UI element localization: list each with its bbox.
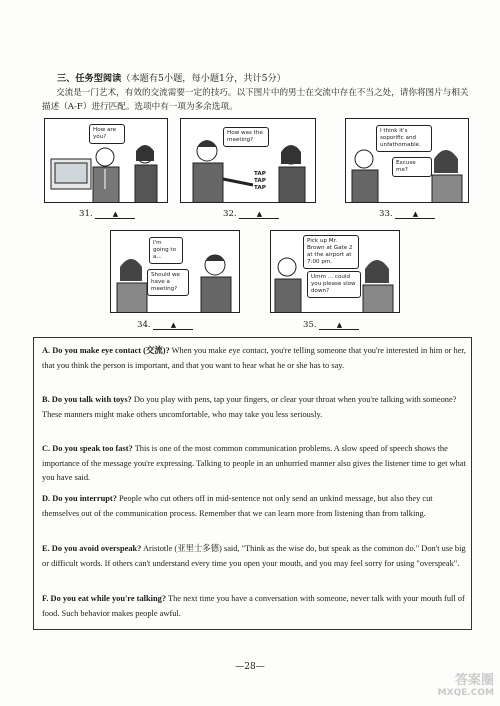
answer-34: 34. ▲ [137,320,193,330]
answer-blank[interactable]: ▲ [319,321,359,330]
option-d: D. Do you interrupt? People who cut others off in mid-sentence not only send an unkind message, but also they cut themselves out of the communication process. Remember that we can learn more from listening than from talking. [42,494,433,518]
answer-blank[interactable]: ▲ [95,210,135,219]
answer-blank[interactable]: ▲ [395,210,435,219]
answer-blank[interactable]: ▲ [153,321,193,330]
answer-33: 33. ▲ [379,209,435,219]
speech-bubble: How was the meeting? [223,127,269,147]
picture-32 [180,118,316,203]
answer-31: 31. ▲ [79,209,135,219]
section-heading: 三、任务型阅读（本题有5小题，每小题1分，共计5分） [57,73,286,84]
picture-34 [110,230,240,313]
section-intro: 交流是一门艺术，有效的交流需要一定的技巧。以下图片中的男士在交流中存在不当之处，请你将图片与相关描述（A-F）进行匹配。选项中有一项为多余选项。 [42,88,469,112]
speech-bubble: Should we have a meeting? [147,269,189,296]
answer-blank[interactable]: ▲ [239,210,279,219]
answer-35: 35. ▲ [303,320,359,330]
speech-bubble: Pick up Mr. Brown at Gate 2 at the airport at 7:00 pm. [303,235,359,269]
watermark: 答案圈 MXQE.COM [437,673,494,698]
speech-bubble: I think it's soporific and unfathomable. [376,125,432,152]
option-a: A. Do you make eye contact (交流)? When you make eye contact, you're telling someone that you're interested in him or her, that you think the person is important, and that you want to hear what he or she has to say. [42,346,466,370]
picture-31 [44,118,168,203]
speech-bubble: How are you? [89,124,125,144]
option-c: C. Do you speak too fast? This is one of the most common communication problems. A slow speed of speech shows the importance of the message you're expressing. Talking to people in an unhurried manner also gives the listener time to get what you have said. [42,444,466,483]
option-e: E. Do you avoid overspeak? Aristotle (亚里士多德) said, "Think as the wise do, but speak as the common do." Don't use big or difficult words. If others can't understand every time you open your mouth, and you may feel sorry for using "overspeak". [42,544,466,568]
tap-sound: TAP TAP TAP [254,171,266,191]
option-f: F. Do you eat while you're talking? The next time you have a conversation with someone, never talk with your mouth full of food. Such behavior makes people awful. [42,594,465,618]
page-number: —28— [235,662,265,672]
picture-33 [345,118,469,203]
speech-bubble: Excuse me? [392,157,432,177]
answer-32: 32. ▲ [223,209,279,219]
speech-bubble: I'm going to a... [149,237,183,264]
speech-bubble: Umm ... could you please slow down? [307,271,361,298]
option-b: B. Do you talk with toys? Do you play with pens, tap your fingers, or clear your throat when you're talking with someone? These manners might make others uncomfortable, who may take you less seriously. [42,395,457,419]
picture-35 [270,230,400,313]
